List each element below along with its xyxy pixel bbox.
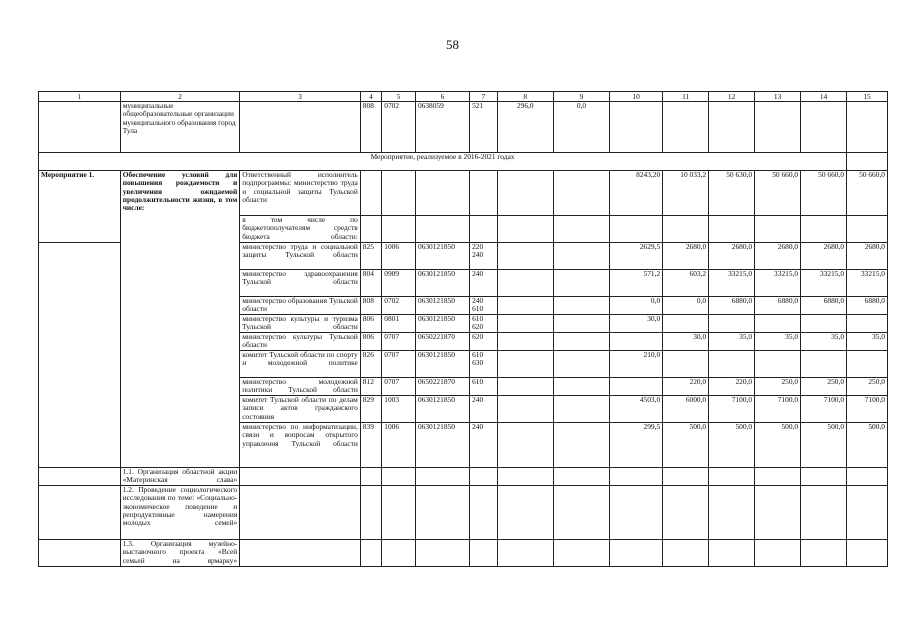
recipient-value: 250,0 xyxy=(801,378,847,396)
recipient-value: 7100,0 xyxy=(709,396,755,423)
table-cell xyxy=(360,171,381,216)
recipient-value: 2680,0 xyxy=(709,243,755,270)
recipient-value: 2680,0 xyxy=(801,243,847,270)
table-cell xyxy=(360,468,381,486)
vr-code: 620 xyxy=(472,322,484,332)
table-cell xyxy=(39,243,121,468)
table-cell xyxy=(663,102,709,153)
table-cell xyxy=(497,351,553,378)
recipient-value: 220,0 xyxy=(663,378,709,396)
table-cell xyxy=(497,216,553,243)
table-cell xyxy=(497,243,553,270)
recipient-csr: 0630121850 xyxy=(415,243,469,270)
recipient-value: 603,2 xyxy=(663,270,709,297)
recipient-value: 500,0 xyxy=(847,423,888,468)
vr-code: 630 xyxy=(472,358,484,368)
column-number: 7 xyxy=(470,92,498,102)
recipient-csr: 0650221870 xyxy=(415,333,469,351)
recipient-value: 35,0 xyxy=(755,333,801,351)
table-cell xyxy=(553,396,609,423)
recipient-rz: 1006 xyxy=(382,423,416,468)
recipient-value: 0,0 xyxy=(610,297,663,315)
recipient-value: 250,0 xyxy=(755,378,801,396)
table-cell xyxy=(801,486,847,540)
recipient-vr xyxy=(470,351,498,378)
table-cell xyxy=(240,540,361,567)
measure-total: 10 033,2 xyxy=(663,171,709,216)
top-row-csr: 0638059 xyxy=(415,102,469,153)
table-cell xyxy=(240,486,361,540)
recipient-vr xyxy=(470,315,498,333)
measure-responsible: Ответственный исполнитель подпрограммы: министерство труда и социальной защиты Тульской области xyxy=(240,171,361,216)
table-cell xyxy=(610,102,663,153)
table-cell xyxy=(415,216,469,243)
table-cell xyxy=(709,540,755,567)
table-cell xyxy=(553,486,609,540)
recipient-value: 7100,0 xyxy=(847,396,888,423)
table-cell xyxy=(470,171,498,216)
recipient-value: 500,0 xyxy=(801,423,847,468)
table-cell xyxy=(415,540,469,567)
recipient-csr: 0650221870 xyxy=(415,378,469,396)
vr-code: 610 xyxy=(472,304,484,314)
recipient-value: 33215,0 xyxy=(755,270,801,297)
recipient-value: 35,0 xyxy=(801,333,847,351)
recipient-value: 500,0 xyxy=(755,423,801,468)
section-row xyxy=(39,153,888,171)
column-number: 6 xyxy=(415,92,469,102)
table-cell xyxy=(497,315,553,333)
table-cell xyxy=(755,102,801,153)
table-cell xyxy=(663,216,709,243)
column-number: 13 xyxy=(755,92,801,102)
table-cell xyxy=(553,351,609,378)
subitem-row xyxy=(39,486,888,540)
recipient-grbs: 812 xyxy=(360,378,381,396)
recipient-value: 500,0 xyxy=(663,423,709,468)
recipient-csr: 0630121850 xyxy=(415,423,469,468)
table-cell xyxy=(497,468,553,486)
column-number: 1 xyxy=(39,92,121,102)
table-cell xyxy=(240,102,361,153)
table-cell xyxy=(39,486,121,540)
table-cell xyxy=(360,216,381,243)
recipient-value: 35,0 xyxy=(847,333,888,351)
vr-code: 610 xyxy=(472,377,484,386)
recipient-value: 33215,0 xyxy=(801,270,847,297)
column-number: 4 xyxy=(360,92,381,102)
subitem-row xyxy=(39,468,888,486)
recipient-value: 35,0 xyxy=(709,333,755,351)
column-number: 5 xyxy=(382,92,416,102)
recipient-org: министерство здравоохранения Тульской области xyxy=(240,270,361,297)
table-cell xyxy=(755,468,801,486)
page-number: 58 xyxy=(446,37,459,52)
table-cell xyxy=(847,102,888,153)
table-cell xyxy=(497,333,553,351)
recipient-rz: 0707 xyxy=(382,378,416,396)
recipient-value: 6880,0 xyxy=(801,297,847,315)
table-cell xyxy=(382,468,416,486)
recipient-rz: 0801 xyxy=(382,315,416,333)
recipient-vr xyxy=(470,378,498,396)
measure-total: 8243,20 xyxy=(610,171,663,216)
table-cell xyxy=(553,378,609,396)
table-cell xyxy=(382,171,416,216)
table-cell xyxy=(415,171,469,216)
vr-code: 240 xyxy=(472,422,484,431)
recipient-value xyxy=(709,315,755,333)
recipient-vr xyxy=(470,396,498,423)
table-cell xyxy=(497,540,553,567)
table-cell xyxy=(801,468,847,486)
recipient-value xyxy=(610,378,663,396)
measure-total: 50 660,0 xyxy=(755,171,801,216)
table-cell xyxy=(553,171,609,216)
recipient-grbs: 829 xyxy=(360,396,381,423)
top-row-value: 296,0 xyxy=(497,102,553,153)
table-cell xyxy=(755,540,801,567)
budget-table xyxy=(38,91,888,567)
recipient-value: 2680,0 xyxy=(847,243,888,270)
recipient-value xyxy=(709,351,755,378)
recipient-org: комитет Тульской области по спорту и молодежной политике xyxy=(240,351,361,378)
recipient-csr: 0630121850 xyxy=(415,351,469,378)
recipient-value: 33215,0 xyxy=(709,270,755,297)
table-cell xyxy=(610,216,663,243)
table-cell xyxy=(847,540,888,567)
table-cell xyxy=(801,540,847,567)
top-row-vr: 521 xyxy=(470,102,498,153)
column-number-row xyxy=(39,92,888,102)
measure-total: 50 630,0 xyxy=(709,171,755,216)
table-row xyxy=(39,102,888,153)
recipient-value xyxy=(663,315,709,333)
recipient-csr: 0630121850 xyxy=(415,396,469,423)
recipient-grbs: 808 xyxy=(360,297,381,315)
recipient-value: 2680,0 xyxy=(755,243,801,270)
vr-code: 220 xyxy=(472,242,484,251)
recipient-value xyxy=(755,351,801,378)
table-cell xyxy=(553,540,609,567)
recipient-value: 500,0 xyxy=(709,423,755,468)
recipient-value: 299,5 xyxy=(610,423,663,468)
recipient-value: 33215,0 xyxy=(847,270,888,297)
table-cell xyxy=(553,216,609,243)
measure-row xyxy=(39,171,888,216)
recipient-value: 6880,0 xyxy=(755,297,801,315)
table-cell xyxy=(497,423,553,468)
recipient-value: 2629,5 xyxy=(610,243,663,270)
recipient-rz: 0707 xyxy=(382,351,416,378)
table-cell xyxy=(382,540,416,567)
table-cell xyxy=(497,171,553,216)
recipient-value: 6880,0 xyxy=(847,297,888,315)
table-cell xyxy=(709,486,755,540)
vr-code: 620 xyxy=(472,332,484,341)
table-cell xyxy=(382,216,416,243)
recipient-org: министерство по информатизации, связи и вопросам открытого управления Тульской области xyxy=(240,423,361,468)
subitem-title: 1.2. Проведение социологического исследования по теме: «Социально-экономическое поведение и репродуктивные намерения молодых семей» xyxy=(120,486,240,540)
recipient-org: министерство молодежной политики Тульской области xyxy=(240,378,361,396)
column-number: 8 xyxy=(497,92,553,102)
vr-code: 240 xyxy=(472,395,484,404)
table-cell xyxy=(709,102,755,153)
column-number: 10 xyxy=(610,92,663,102)
table-cell xyxy=(470,468,498,486)
column-number: 12 xyxy=(709,92,755,102)
recipient-org: министерство образования Тульской области xyxy=(240,297,361,315)
table-cell xyxy=(497,297,553,315)
table-cell xyxy=(470,216,498,243)
subitem-title: 1.1. Организация областной акции «Материнская слава» xyxy=(120,468,240,486)
top-row-grbs: 808 xyxy=(360,102,381,153)
top-row-value: 0,0 xyxy=(553,102,609,153)
table-cell xyxy=(553,423,609,468)
recipient-csr: 0630121850 xyxy=(415,297,469,315)
recipient-grbs: 806 xyxy=(360,315,381,333)
subitem-title: 1.3. Организация музейно-выставочного проекта «Всей семьей на ярмарку» xyxy=(120,540,240,567)
recipient-value: 571,2 xyxy=(610,270,663,297)
table-cell xyxy=(497,378,553,396)
vr-code: 240 xyxy=(472,296,484,305)
recipient-value: 7100,0 xyxy=(801,396,847,423)
recipient-value xyxy=(663,351,709,378)
recipient-vr xyxy=(470,270,498,297)
subitem-row xyxy=(39,540,888,567)
column-number: 9 xyxy=(553,92,609,102)
section-title: Мероприятие, реализуемое в 2016-2021 годах xyxy=(39,153,847,171)
table-cell xyxy=(360,486,381,540)
recipient-value: 220,0 xyxy=(709,378,755,396)
table-cell xyxy=(847,486,888,540)
recipient-value xyxy=(847,315,888,333)
recipient-vr xyxy=(470,297,498,315)
recipient-value xyxy=(610,333,663,351)
table-cell xyxy=(553,243,609,270)
recipient-value xyxy=(801,315,847,333)
recipient-value xyxy=(801,351,847,378)
recipient-value xyxy=(755,315,801,333)
table-cell xyxy=(553,333,609,351)
recipient-rz: 0702 xyxy=(382,297,416,315)
recipient-value: 4503,0 xyxy=(610,396,663,423)
recipient-vr xyxy=(470,243,498,270)
table-cell xyxy=(382,486,416,540)
table-cell xyxy=(39,468,121,486)
measure-label: Мероприятие 1. xyxy=(39,171,121,243)
table-cell xyxy=(663,540,709,567)
column-number: 2 xyxy=(120,92,240,102)
table-cell xyxy=(39,540,121,567)
table-cell xyxy=(415,468,469,486)
table-cell xyxy=(553,315,609,333)
table-cell xyxy=(847,153,888,171)
including-label: в том числе по бюджетополучателям средств бюджета области: xyxy=(240,216,361,243)
recipient-value: 6000,0 xyxy=(663,396,709,423)
table-cell xyxy=(847,216,888,243)
recipient-grbs: 825 xyxy=(360,243,381,270)
table-cell xyxy=(610,486,663,540)
table-cell xyxy=(553,468,609,486)
recipient-grbs: 839 xyxy=(360,423,381,468)
recipient-value: 250,0 xyxy=(847,378,888,396)
table-cell xyxy=(801,102,847,153)
recipient-value: 6880,0 xyxy=(709,297,755,315)
recipient-csr: 0630121850 xyxy=(415,270,469,297)
measure-title: Обеспечение условий для повышения рождаемости и увеличения ожидаемой продолжительности жизни, в том числе: xyxy=(120,171,240,468)
column-number: 15 xyxy=(847,92,888,102)
table-cell xyxy=(360,540,381,567)
table-cell xyxy=(801,216,847,243)
table-cell xyxy=(497,486,553,540)
measure-total: 50 660,0 xyxy=(801,171,847,216)
vr-code: 610 xyxy=(472,350,484,359)
recipient-grbs: 804 xyxy=(360,270,381,297)
recipient-rz: 0909 xyxy=(382,270,416,297)
recipient-rz: 0707 xyxy=(382,333,416,351)
table-cell xyxy=(553,297,609,315)
recipient-value: 210,0 xyxy=(610,351,663,378)
column-number: 3 xyxy=(240,92,361,102)
table-cell xyxy=(39,102,121,153)
recipient-value: 30,0 xyxy=(610,315,663,333)
table-cell xyxy=(470,486,498,540)
recipient-vr xyxy=(470,423,498,468)
recipient-org: министерство культуры и туризма Тульской области xyxy=(240,315,361,333)
recipient-csr: 0630121850 xyxy=(415,315,469,333)
table-cell xyxy=(497,270,553,297)
table-cell xyxy=(847,468,888,486)
table-cell xyxy=(553,270,609,297)
recipient-value: 2680,0 xyxy=(663,243,709,270)
column-number: 14 xyxy=(801,92,847,102)
recipient-value xyxy=(847,351,888,378)
recipient-value: 30,0 xyxy=(663,333,709,351)
vr-code: 610 xyxy=(472,314,484,323)
table-cell xyxy=(709,468,755,486)
top-row-rz: 0702 xyxy=(382,102,416,153)
table-cell xyxy=(709,216,755,243)
recipient-rz: 1006 xyxy=(382,243,416,270)
recipient-value: 7100,0 xyxy=(755,396,801,423)
recipient-org: министерство культуры Тульской области xyxy=(240,333,361,351)
table-cell xyxy=(470,540,498,567)
top-row-organization: муниципальные общеобразовательные организации муниципального образования город Тула xyxy=(120,102,240,153)
table-cell xyxy=(610,540,663,567)
recipient-grbs: 806 xyxy=(360,333,381,351)
table-cell xyxy=(240,468,361,486)
measure-total: 50 660,0 xyxy=(847,171,888,216)
recipient-value: 0,0 xyxy=(663,297,709,315)
table-cell xyxy=(755,486,801,540)
recipient-org: комитет Тульской области по делам записи актов гражданского состояния xyxy=(240,396,361,423)
vr-code: 240 xyxy=(472,269,484,278)
table-cell xyxy=(755,216,801,243)
table-cell xyxy=(415,486,469,540)
recipient-org: министерство труда и социальной защиты Тульской области xyxy=(240,243,361,270)
recipient-vr xyxy=(470,333,498,351)
table-cell xyxy=(663,486,709,540)
table-cell xyxy=(497,396,553,423)
table-cell xyxy=(663,468,709,486)
column-number: 11 xyxy=(663,92,709,102)
vr-code: 240 xyxy=(472,250,484,260)
recipient-rz: 1003 xyxy=(382,396,416,423)
table-cell xyxy=(610,468,663,486)
recipient-grbs: 826 xyxy=(360,351,381,378)
